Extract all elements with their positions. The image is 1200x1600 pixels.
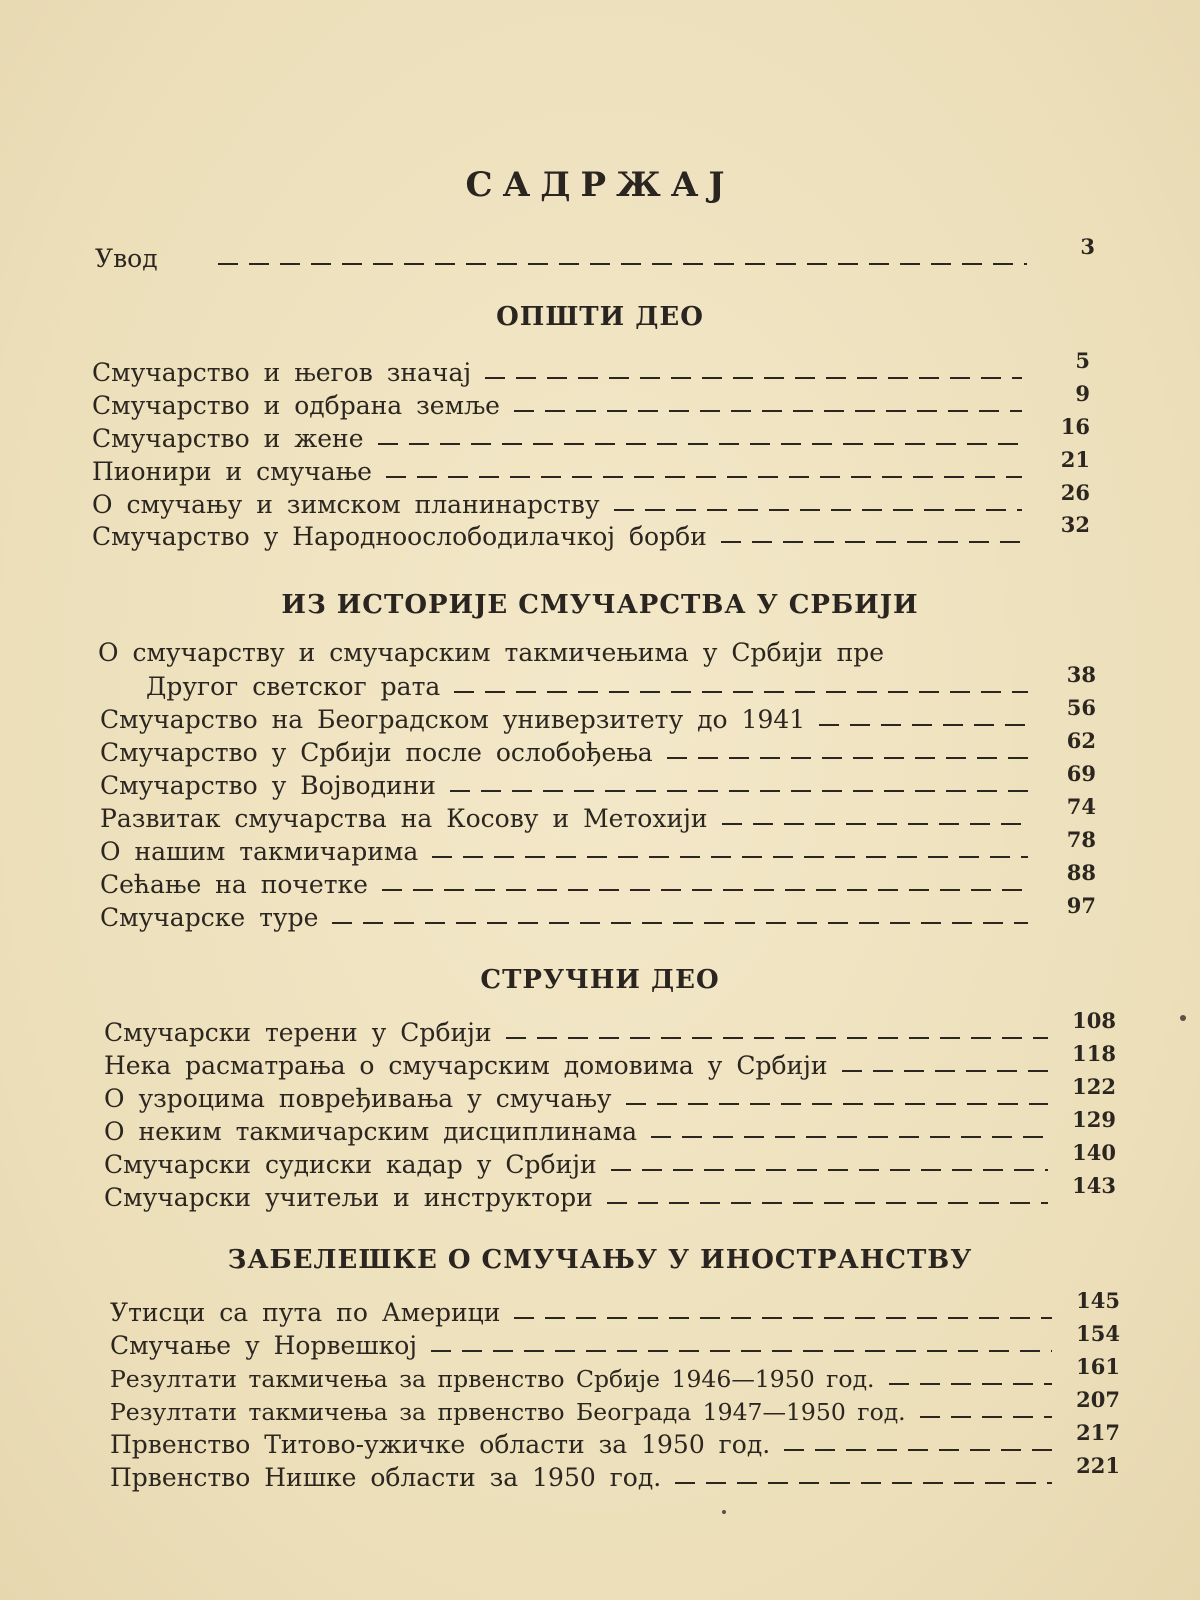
dot-leader — [454, 691, 1028, 693]
entry-label: Смучарски судиски кадар у Србији — [104, 1150, 597, 1179]
entry-page: 3 — [1080, 234, 1095, 259]
entry-page: 9 — [1075, 381, 1090, 406]
dot-leader — [614, 509, 1022, 511]
entry-label: Пионири и смучање — [92, 457, 372, 486]
toc-entry — [146, 662, 1096, 702]
dot-leader — [378, 443, 1023, 445]
toc-entry — [100, 860, 1096, 900]
entry-label: О узроцима повређивања у смучању — [104, 1084, 612, 1113]
dot-leader — [607, 1202, 1048, 1204]
entry-page: 140 — [1072, 1140, 1116, 1165]
entry-label: Нека расматрања о смучарским домовима у Србији — [104, 1051, 828, 1080]
dot-leader — [432, 856, 1028, 858]
dot-leader — [514, 1317, 1052, 1319]
dot-leader — [506, 1037, 1048, 1039]
entry-label: О нашим такмичарима — [100, 837, 419, 866]
entry-page: 62 — [1066, 728, 1096, 753]
toc-entry — [104, 1107, 1116, 1147]
entry-label: Смучарство и одбрана земље — [92, 391, 500, 420]
entry-page: 161 — [1076, 1354, 1120, 1379]
entry-page: 78 — [1066, 827, 1096, 852]
toc-entry — [100, 827, 1096, 867]
dot-leader — [722, 823, 1028, 825]
dot-leader — [218, 263, 1027, 265]
entry-label: О неким такмичарским дисциплинама — [104, 1117, 638, 1146]
entry-page: 21 — [1060, 447, 1090, 472]
dot-leader — [675, 1482, 1052, 1484]
dot-leader — [450, 790, 1028, 792]
toc-entry — [104, 1008, 1116, 1048]
entry-label: Смучарске туре — [100, 903, 319, 932]
toc-entry — [100, 695, 1096, 735]
section-heading: ЗАБЕЛЕШКЕ О СМУЧАЊУ У ИНОСТРАНСТВУ — [227, 1245, 973, 1275]
toc-entry — [110, 1288, 1120, 1328]
toc-entry — [104, 1140, 1116, 1180]
toc-entry — [92, 381, 1090, 421]
dot-leader — [819, 724, 1028, 726]
entry-label: Развитак смучарства на Косову и Метохији — [100, 804, 708, 833]
entry-page: 56 — [1066, 695, 1096, 720]
toc-entry — [110, 1420, 1120, 1460]
entry-page: 74 — [1066, 794, 1096, 819]
dot-leader — [667, 757, 1028, 759]
entry-label-line1: О смучарству и смучарским такмичењима у Србији пре — [98, 638, 885, 667]
dot-leader — [386, 476, 1022, 478]
toc-entry — [110, 1387, 1120, 1427]
toc-entry — [92, 414, 1090, 454]
entry-label: Првенство Титово-ужичке области за 1950 год. — [110, 1430, 771, 1459]
section-heading: СТРУЧНИ ДЕО — [480, 965, 720, 995]
entry-page: 38 — [1066, 662, 1096, 687]
dot-leader — [842, 1070, 1048, 1072]
dot-leader — [514, 410, 1022, 412]
entry-label: Резултати такмичења за првенство Београда 1947—1950 год. — [110, 1398, 906, 1426]
toc-entry — [100, 893, 1096, 933]
entry-page: 69 — [1066, 761, 1096, 786]
entry-label: Смучарство у Србији после ослобођења — [100, 738, 653, 767]
toc-entry — [110, 1354, 1120, 1394]
entry-page: 122 — [1072, 1074, 1116, 1099]
entry-label: Утисци са пута по Америци — [110, 1298, 501, 1327]
entry-label: Смучарство у Војводини — [100, 771, 436, 800]
entry-page: 88 — [1066, 860, 1096, 885]
dot-leader — [784, 1449, 1052, 1451]
paper-speck — [722, 1510, 726, 1514]
toc-entry — [100, 761, 1096, 801]
toc-entry — [110, 1453, 1120, 1493]
entry-page: 207 — [1076, 1387, 1120, 1412]
entry-label: Увод — [95, 244, 158, 273]
entry-page: 108 — [1072, 1008, 1116, 1033]
dot-leader — [431, 1350, 1052, 1352]
entry-label: Смучарство и жене — [92, 424, 364, 453]
dot-leader — [626, 1103, 1048, 1105]
dot-leader — [651, 1136, 1048, 1138]
dot-leader — [889, 1383, 1052, 1385]
entry-label: Првенство Нишке области за 1950 год. — [110, 1463, 662, 1492]
entry-label: Смучарство и његов значај — [92, 358, 472, 387]
toc-entry — [100, 728, 1096, 768]
entry-page: 154 — [1076, 1321, 1120, 1346]
dot-leader — [920, 1416, 1052, 1418]
entry-label: Резултати такмичења за првенство Србије 1946—1950 год. — [110, 1365, 875, 1393]
entry-page: 145 — [1076, 1288, 1120, 1313]
entry-page: 221 — [1076, 1453, 1120, 1478]
section-heading: ОПШТИ ДЕО — [496, 302, 704, 332]
entry-page: 16 — [1060, 414, 1090, 439]
dot-leader — [485, 377, 1022, 379]
dot-leader — [721, 541, 1022, 543]
entry-label: Сећање на почетке — [100, 870, 368, 899]
entry-page: 97 — [1066, 893, 1096, 918]
toc-title: САДРЖАЈ — [465, 165, 735, 205]
entry-page: 217 — [1076, 1420, 1120, 1445]
dot-leader — [611, 1169, 1048, 1171]
toc-entry — [92, 447, 1090, 487]
toc-entry — [92, 480, 1090, 520]
toc-entry — [92, 512, 1090, 552]
entry-page: 143 — [1072, 1173, 1116, 1198]
entry-label: Смучарство у Народноослободилачкој борби — [92, 522, 707, 551]
toc-entry — [104, 1041, 1116, 1081]
entry-label: Смучарски терени у Србији — [104, 1018, 492, 1047]
entry-label: О смучању и зимском планинарству — [92, 490, 600, 519]
entry-label: Смучање у Норвешкој — [110, 1331, 418, 1360]
entry-page: 129 — [1072, 1107, 1116, 1132]
entry-label: Смучарски учитељи и инструктори — [104, 1183, 593, 1212]
entry-label-line2: Другог светског рата — [146, 672, 441, 701]
section-heading: ИЗ ИСТОРИЈЕ СМУЧАРСТВА У СРБИЈИ — [281, 590, 919, 620]
toc-entry — [100, 794, 1096, 834]
dot-leader — [332, 922, 1028, 924]
toc-entry-intro — [95, 234, 1095, 274]
toc-entry — [104, 1074, 1116, 1114]
toc-entry — [104, 1173, 1116, 1213]
entry-page: 118 — [1072, 1041, 1116, 1066]
toc-entry — [92, 348, 1090, 388]
entry-label: Смучарство на Београдском универзитету до 1941 — [100, 705, 806, 734]
toc-entry — [110, 1321, 1120, 1361]
entry-page: 32 — [1060, 512, 1090, 537]
entry-page: 26 — [1060, 480, 1090, 505]
entry-page: 5 — [1075, 348, 1090, 373]
paper-speck — [1180, 1015, 1186, 1021]
dot-leader — [382, 889, 1028, 891]
